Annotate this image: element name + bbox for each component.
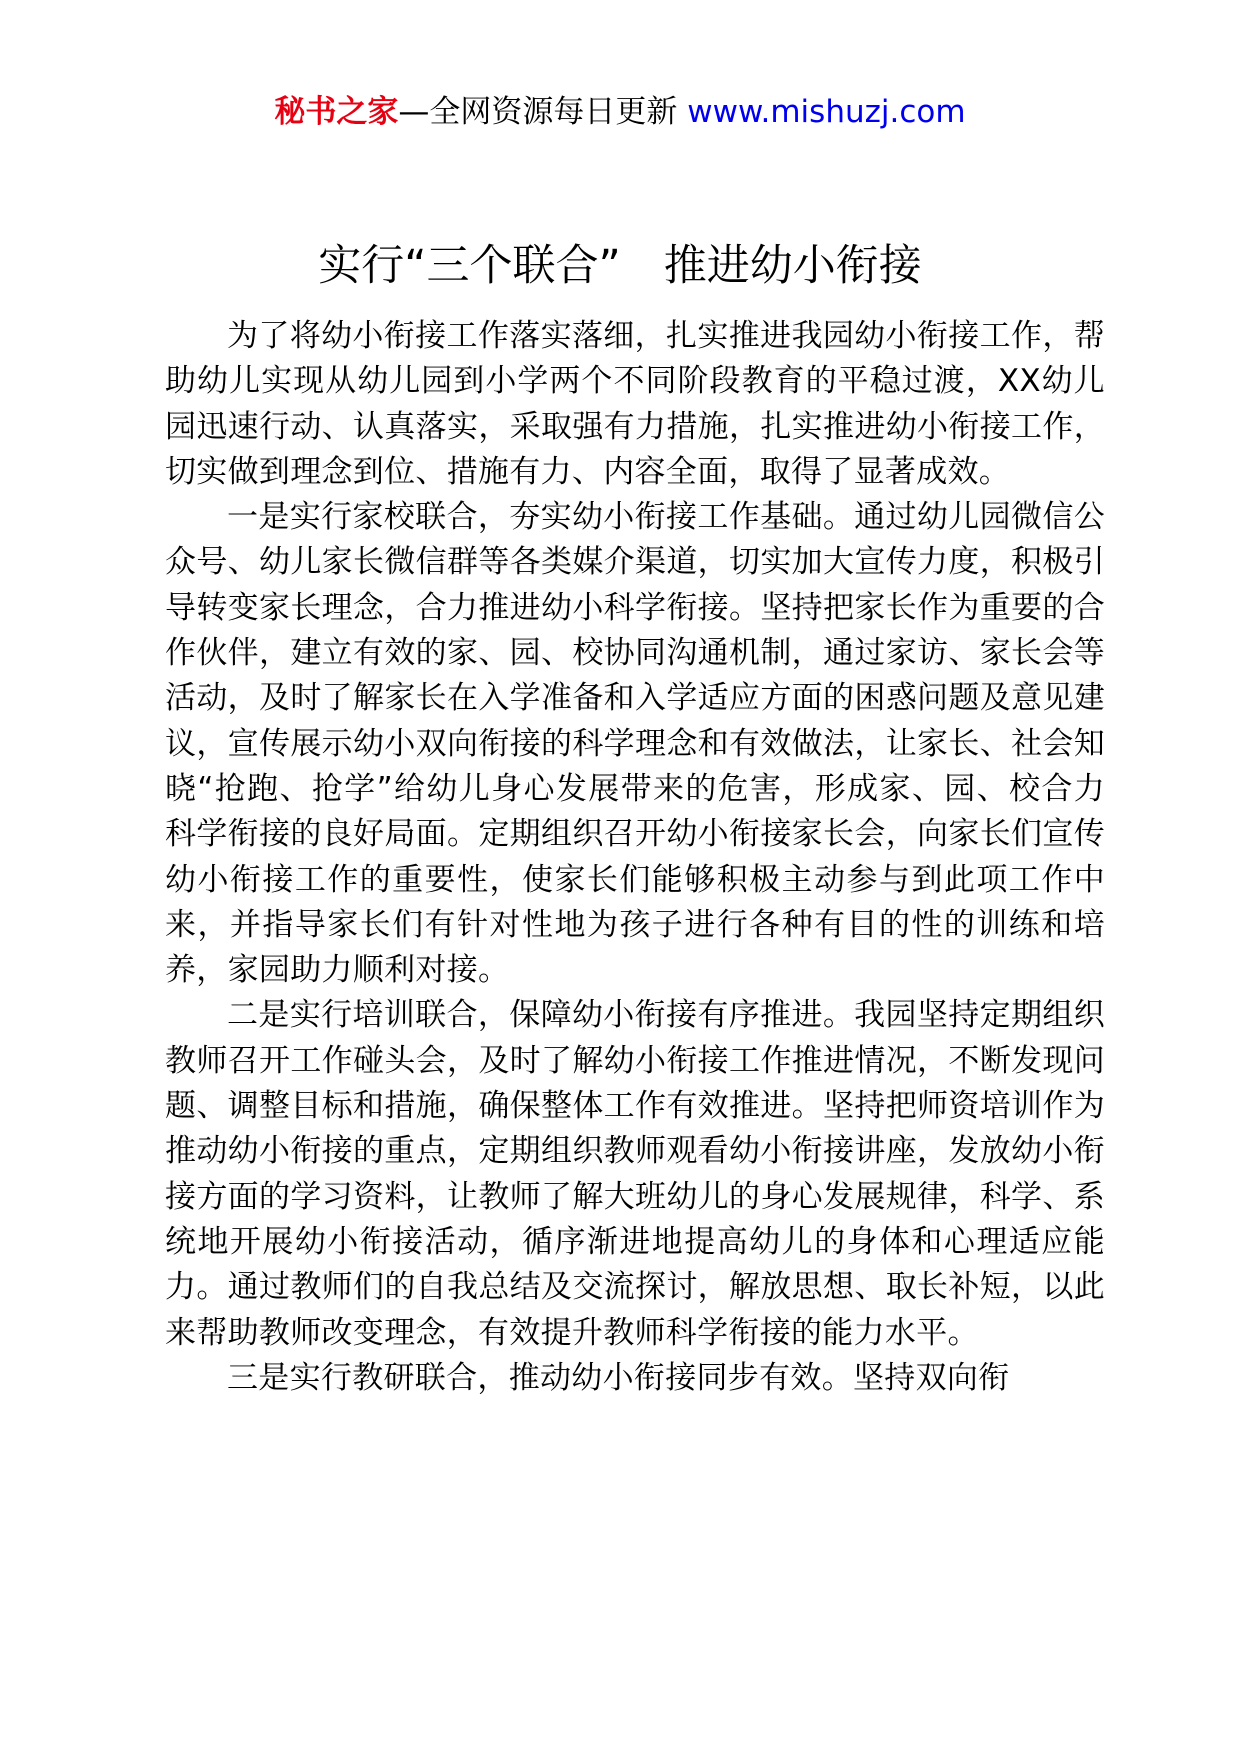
document-title: 实行“三个联合” 推进幼小衔接 [318, 241, 922, 291]
site-url-link[interactable]: www.mishuzj.com [687, 94, 966, 130]
paragraph-family-school: 一是实行家校联合，夯实幼小衔接工作基础。通过幼儿园微信公众号、幼儿家长微信群等各类媒介渠道，切实加大宣传力度，积极引导转变家长理念，合力推进幼小科学衔接。坚持把家长作为重要的合作伙伴，建立有效的家、园、校协同沟通机制，通过家访、家长会等活动，及时了解家长在入学准备和入学适应方面的困惑问题及意见建议，宣传展示幼小双向衔接的科学理念和有效做法，让家长、社会知晓“抢跑、抢学”给幼儿身心发展带来的危害，形成家、园、校合力科学衔接的良好局面。定期组织召开幼小衔接家长会，向家长们宣传幼小衔接工作的重要性，使家长们能够积极主动参与到此项工作中来，并指导家长们有针对性地为孩子进行各种有目的性的训练和培养，家园助力顺利对接。 [165, 499, 1105, 989]
paragraph-training: 二是实行培训联合，保障幼小衔接有序推进。我园坚持定期组织教师召开工作碰头会，及时了解幼小衔接工作推进情况，不断发现问题、调整目标和措施，确保整体工作有效推进。坚持把师资培训作为推动幼小衔接的重点，定期组织教师观看幼小衔接讲座，发放幼小衔接方面的学习资料，让教师了解大班幼儿的身心发展规律，科学、系统地开展幼小衔接活动，循序渐进地提高幼儿的身体和心理适应能力。通过教师们的自我总结及交流探讨，解放思想、取长补短，以此来帮助教师改变理念，有效提升教师科学衔接的能力水平。 [165, 997, 1105, 1351]
site-header [0, 92, 1240, 132]
brand-name: 秘书之家 [274, 94, 399, 130]
document-body [165, 314, 1105, 1401]
paragraph-intro: 为了将幼小衔接工作落实落细，扎实推进我园幼小衔接工作，帮助幼儿实现从幼儿园到小学两个不同阶段教育的平稳过渡，XX幼儿园迅速行动、认真落实，采取强有力措施，扎实推进幼小衔接工作，切实做到理念到位、措施有力、内容全面，取得了显著成效。 [165, 318, 1105, 490]
paragraph-teaching-research: 三是实行教研联合，推动幼小衔接同步有效。坚持双向衔 [227, 1359, 1010, 1396]
header-slogan: —全网资源每日更新 [398, 94, 688, 130]
